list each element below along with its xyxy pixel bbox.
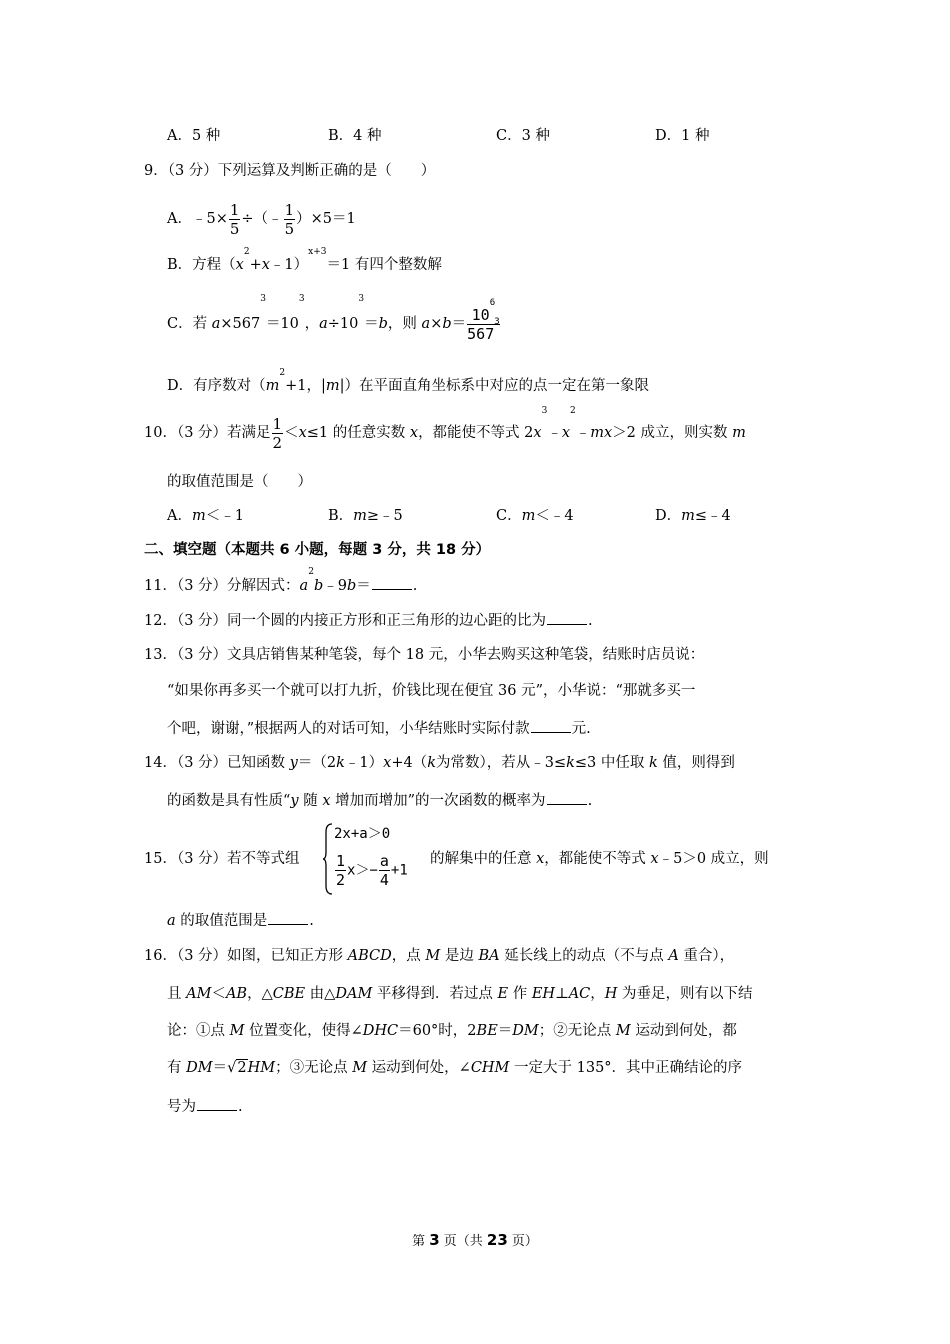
answer-blank[interactable] bbox=[547, 610, 587, 625]
q11: 11．（3 分）分解因式：$a^2b﹣9b=$ . bbox=[144, 567, 418, 594]
q15-stem-end: 的解集中的任意 x，都能使不等式 x﹣5＞0 成立，则 bbox=[430, 851, 769, 867]
q8-option-c: C．3 种 bbox=[496, 128, 550, 144]
page-footer: 第 3 页（共 23 页） bbox=[412, 1231, 538, 1249]
q10-stem: 10．（3 分）若满足 $\frac{1}{2}$ ＜x≤1 的任意实数 x，都能使不等式 $2x^3﹣x^2﹣mx>2$ 成立，则实数 m bbox=[144, 406, 746, 452]
q13-line3: 个吧，谢谢，”根据两人的对话可知，小华结账时实际付款 元. bbox=[167, 718, 591, 739]
fraction: $\frac{1}{2}$ bbox=[272, 414, 283, 452]
answer-blank[interactable] bbox=[372, 575, 412, 590]
q16-line3: 论：①点 M 位置变化，使得∠DHC＝60°时，2BE＝DM；②无论点 M 运动到何处，都 bbox=[167, 1023, 737, 1039]
fraction: $\frac{10^6}{567^3}$ bbox=[467, 297, 500, 343]
q15-stem: 15．（3 分）若不等式组 bbox=[144, 851, 300, 867]
q10-option-a: A．m＜﹣1 bbox=[167, 508, 244, 524]
inequality-1: 2x+a＞0 bbox=[334, 826, 391, 842]
q14-line2: 的函数是具有性质“y 随 x 增加而增加”的一次函数的概率为 . bbox=[167, 790, 592, 811]
inequality-2: $\frac{1}{2}$ x＞− $\frac{a}{4}$ +1 bbox=[336, 852, 408, 889]
answer-blank[interactable] bbox=[547, 790, 587, 805]
page-total: 23 bbox=[486, 1231, 508, 1249]
q16-line4: 有 DM＝√2HM；③无论点 M 运动到何处，∠CHM 一定大于 135°．其中正确结论的序 bbox=[167, 1060, 743, 1076]
fraction: $\frac{1}{5}$ bbox=[284, 200, 295, 238]
q9-option-b: B．方程$(x^2+x﹣1)^{x+3}=1$ 有四个整数解 bbox=[167, 247, 442, 273]
section-heading: 二、填空题（本题共 6 小题，每题 3 分，共 18 分） bbox=[144, 542, 491, 558]
q10-option-d: D．m≤﹣4 bbox=[655, 508, 731, 524]
q12: 12．（3 分）同一个圆的内接正方形和正三角形的边心距的比为 . bbox=[144, 610, 593, 631]
page-number: 3 bbox=[429, 1231, 440, 1249]
q14-line1: 14．（3 分）已知函数 y＝（2k﹣1）x+4（k为常数），若从﹣3≤k≤3 中任取 k 值，则得到 bbox=[144, 755, 735, 771]
q16-line1: 16．（3 分）如图，已知正方形 ABCD，点 M 是边 BA 延长线上的动点（不与点 A 重合）， bbox=[144, 948, 735, 964]
q15-line2: a 的取值范围是 . bbox=[167, 910, 314, 931]
q16-line5: 号为 . bbox=[167, 1096, 243, 1117]
q8-option-d: D．1 种 bbox=[655, 128, 710, 144]
answer-blank[interactable] bbox=[197, 1096, 237, 1111]
fraction: $\frac{1}{2}$ bbox=[336, 852, 346, 889]
sqrt-symbol: √2 bbox=[227, 1060, 247, 1076]
q8-option-b: B．4 种 bbox=[328, 128, 382, 144]
fraction: $\frac{1}{5}$ bbox=[229, 200, 240, 238]
q9-option-d: D．有序数对（$m^2+1$，|m|）在平面直角坐标系中对应的点一定在第一象限 bbox=[167, 368, 650, 394]
q10-option-b: B．m≥﹣5 bbox=[328, 508, 403, 524]
answer-blank[interactable] bbox=[268, 910, 308, 925]
q9-stem: 9．（3 分）下列运算及判断正确的是（ ） bbox=[144, 163, 436, 179]
q10-option-c: C．m＜﹣4 bbox=[496, 508, 574, 524]
q13-line1: 13．（3 分）文具店销售某种笔袋，每个 18 元，小华去购买这种笔袋，结账时店员说： bbox=[144, 647, 705, 663]
q10-line2: 的取值范围是（ ） bbox=[167, 474, 312, 490]
fraction: $\frac{a}{4}$ bbox=[379, 852, 389, 889]
q8-option-a: A．5 种 bbox=[167, 128, 221, 144]
q13-line2: “如果你再多买一个就可以打九折，价钱比现在便宜 36 元”，小华说：“那就多买一 bbox=[167, 683, 696, 699]
q16-line2: 且 AM＜AB，△CBE 由△DAM 平移得到．若过点 E 作 EH⊥AC，H 为垂足，则有以下结 bbox=[167, 986, 753, 1002]
q9-option-a: A．﹣5× $\frac{1}{5}$ ÷（﹣ $\frac{1}{5}$ ）×5＝1 bbox=[167, 200, 356, 238]
q9-option-c: C．若 $a\times 567^3=10^3$，$a\div 10^3=b$，则 a×b＝ $\frac{10^6}{567^3}$ bbox=[167, 294, 500, 343]
brace-icon bbox=[322, 822, 334, 896]
answer-blank[interactable] bbox=[531, 718, 571, 733]
